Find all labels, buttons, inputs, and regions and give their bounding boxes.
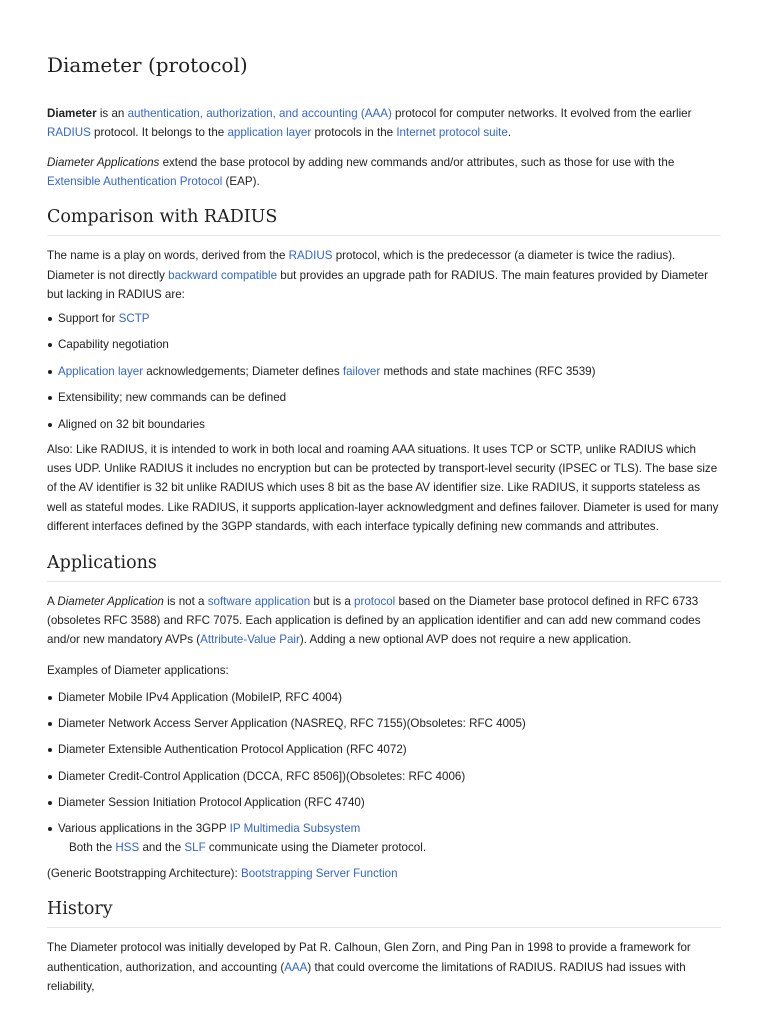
page-title: Diameter (protocol) [47,53,248,77]
text: extend the base protocol by adding new commands and/or attributes, such as those for use with the [159,155,675,169]
text: protocols in the [311,126,397,140]
list-item: Diameter Session Initiation Protocol Application (RFC 4740) [58,793,721,812]
list-item: Diameter Extensible Authentication Protocol Application (RFC 4072) [58,740,721,759]
link-ip-multimedia-subsystem[interactable]: IP Multimedia Subsystem [229,822,361,836]
italic-term: Diameter Applications [47,155,160,169]
list-item: Extensibility; new commands can be defined [58,388,721,407]
comparison-paragraph [47,246,721,304]
link-radius[interactable]: RADIUS [47,126,91,140]
text: methods and state machines (RFC 3539) [380,364,596,378]
link-application-layer[interactable]: Application layer [58,364,144,378]
link-attribute-value-pair[interactable]: Attribute-Value Pair [200,633,300,647]
section-heading-applications: Applications [47,552,721,582]
bold-term: Diameter [47,107,97,120]
link-eap[interactable]: Extensible Authentication Protocol [47,175,223,189]
list-item [58,819,721,857]
features-list [47,309,721,434]
text: Both the [69,841,116,855]
link-software-application[interactable]: software application [207,594,311,608]
list-item: Diameter Network Access Server Application (NASREQ, RFC 7155)(Obsoletes: RFC 4005) [58,714,721,733]
applications-paragraph [47,592,721,650]
sub-note [58,838,721,857]
text: ). Adding a new optional AVP does not require a new application. [299,633,632,647]
intro-paragraph [47,104,721,142]
section-heading-history: History [47,898,721,928]
link-protocol[interactable]: protocol [354,594,396,608]
text: but is a [310,594,355,608]
text: acknowledgements; Diameter defines [143,364,343,378]
list-item [58,309,721,328]
link-slf[interactable]: SLF [184,841,206,855]
text: The Diameter protocol was initially developed by Pat R. Calhoun, Glen Zorn, and Ping Pan in 1998 to provide a framework for authentication, authorization, and accounting ( [47,941,691,974]
text: but provides an upgrade path for RADIUS. The main features provided by Diameter but lacking in RADIUS are: [47,268,708,301]
intro-paragraph-2 [47,153,721,191]
comparison-paragraph-2: Also: Like RADIUS, it is intended to work in both local and roaming AAA situations. It uses TCP or SCTP, unlike RADIUS which uses UDP. Unlike RADIUS it includes no encryption but can be protected by transport-level security (IPSEC or TLS). The base size of the AV identifier is 32 bit unlike RADIUS which uses 8 bit as the base AV identifier size. Like RADIUS, it supports stateless as well as stateful modes. Like RADIUS, it supports application-layer acknowledgment and defines failover. Diameter is used for many different interfaces defined by the 3GPP standards, with each interface typically defining new commands and attributes. [47,442,719,533]
text: is not a [163,594,208,608]
list-item: Diameter Credit-Control Application (DCCA, RFC 8506])(Obsoletes: RFC 4006) [58,767,721,786]
list-item [58,362,721,381]
text: is an [96,107,128,120]
text: The name is a play on words, derived from the [47,249,289,263]
link-failover[interactable]: failover [342,364,381,378]
link-internet-protocol-suite[interactable]: Internet protocol suite [396,126,508,140]
text: Support for [58,311,119,325]
text: and the [139,841,185,855]
text: protocol. It belongs to the [90,126,228,140]
examples-label: Examples of Diameter applications: [47,663,229,677]
gba-line [47,864,721,883]
link-bootstrapping-server-function[interactable]: Bootstrapping Server Function [240,867,398,881]
link-hss[interactable]: HSS [115,841,140,855]
history-paragraph [47,938,721,996]
text: ) that could overcome the limitations of RADIUS. RADIUS had issues with reliability, [47,960,686,993]
link-aaa[interactable]: authentication, authorization, and accounting (AAA) [127,107,392,120]
list-item: Diameter Mobile IPv4 Application (MobileIP, RFC 4004) [58,688,721,707]
link-application-layer[interactable]: application layer [227,126,312,140]
text: based on the Diameter base protocol defined in RFC 6733 (obsoletes RFC 3588) and RFC 7075. Each application is defined by an application identifier and can add new command codes and/or new mandatory AVPs ( [47,594,701,647]
applications-list [47,688,721,857]
text: communicate using the Diameter protocol. [205,841,427,855]
text: . [507,126,512,140]
section-heading-comparison: Comparison with RADIUS [47,206,721,236]
list-item: Aligned on 32 bit boundaries [58,415,721,434]
list-item: Capability negotiation [58,335,721,354]
text: protocol, which is the predecessor (a diameter is twice the radius). Diameter is not directly [47,249,676,282]
link-radius[interactable]: RADIUS [288,249,333,263]
text: A [47,594,58,608]
text: protocol for computer networks. It evolved from the earlier [391,107,692,120]
italic-term: Diameter Application [57,594,164,608]
text: Various applications in the 3GPP [58,822,230,836]
link-aaa[interactable]: AAA [284,960,308,974]
text: (Generic Bootstrapping Architecture): [47,867,241,881]
text: (EAP). [222,175,260,189]
link-backward-compatible[interactable]: backward compatible [168,268,278,282]
link-sctp[interactable]: SCTP [118,311,150,325]
